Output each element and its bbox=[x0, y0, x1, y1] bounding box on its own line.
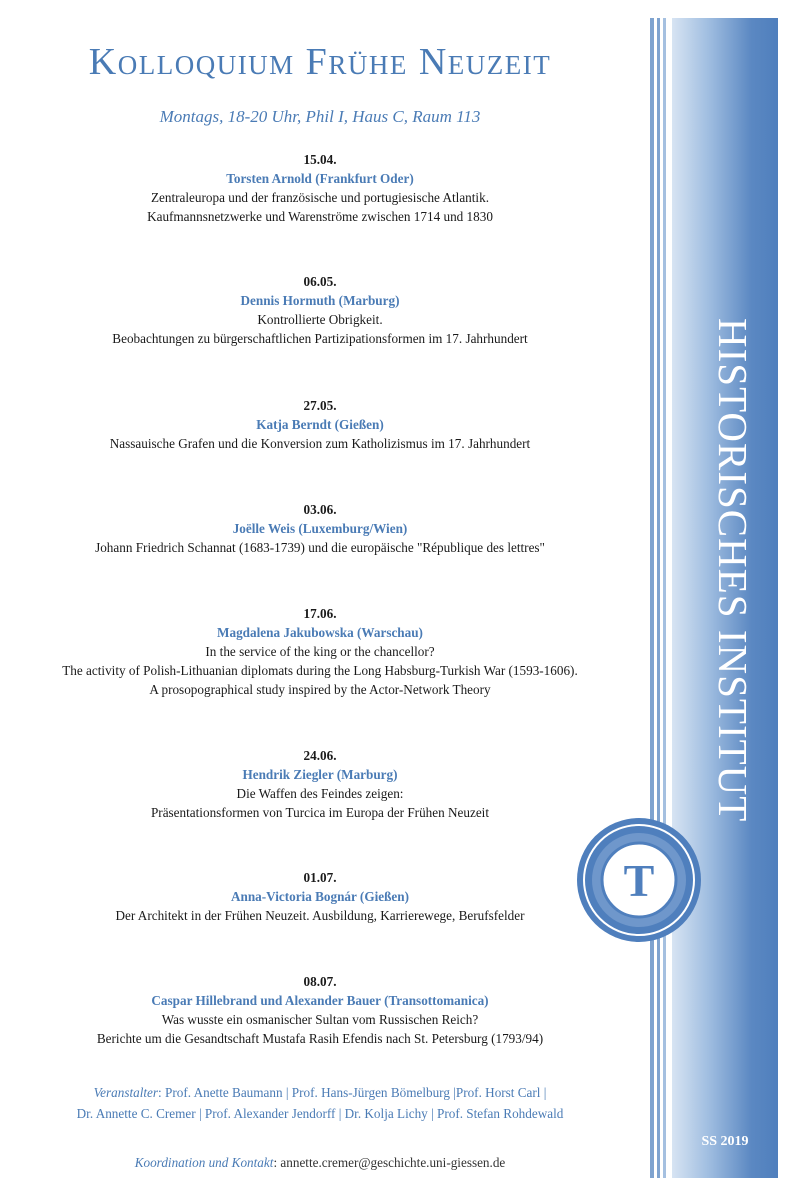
talk-speaker: Magdalena Jakubowska (Warschau) bbox=[217, 625, 423, 640]
talk-title-line: Der Architekt in der Frühen Neuzeit. Ausbildung, Karrierewege, Berufsfelder bbox=[115, 908, 525, 923]
institute-logo-icon bbox=[574, 815, 704, 945]
organizers-line bbox=[40, 1082, 600, 1103]
talk-date: 01.07. bbox=[303, 870, 337, 885]
talk-date: 24.06. bbox=[303, 748, 337, 763]
talk-date: 06.05. bbox=[303, 274, 337, 289]
contact bbox=[40, 1152, 600, 1173]
talk-speaker: Anna-Victoria Bognár (Gießen) bbox=[230, 889, 410, 904]
sidebar-stripe bbox=[657, 18, 660, 1178]
talk-entry bbox=[0, 150, 640, 226]
talk-speaker: Torsten Arnold (Frankfurt Oder) bbox=[226, 171, 414, 186]
talk-title-line: Zentraleuropa und der französische und portugiesische Atlantik. bbox=[150, 190, 489, 205]
talk-title-line: The activity of Polish-Lithuanian diplomats during the Long Habsburg-Turkish War (1593-1606). bbox=[62, 663, 578, 678]
sidebar-stripe bbox=[650, 18, 654, 1178]
talk-entry bbox=[0, 972, 640, 1048]
talk-speaker: Dennis Hormuth (Marburg) bbox=[240, 293, 400, 308]
talk-entry bbox=[0, 868, 640, 925]
talk-entry bbox=[0, 272, 640, 348]
talk-date: 27.05. bbox=[303, 398, 337, 413]
talk-title-line: Nassauische Grafen und die Konversion zum Katholizismus im 17. Jahrhundert bbox=[109, 436, 531, 451]
sidebar-stripe bbox=[663, 18, 666, 1178]
talk-title-line: A prosopographical study inspired by the Actor-Network Theory bbox=[149, 682, 491, 697]
contact-email: : annette.cremer@geschichte.uni-giessen.de bbox=[273, 1155, 506, 1170]
talk-speaker: Caspar Hillebrand und Alexander Bauer (Transottomanica) bbox=[151, 993, 489, 1008]
talk-entry bbox=[0, 396, 640, 453]
talk-entry bbox=[0, 604, 640, 699]
talk-entry bbox=[0, 500, 640, 557]
talk-title-line: Beobachtungen zu bürgerschaftlichen Partizipationsformen im 17. Jahrhundert bbox=[112, 331, 528, 346]
organizers-label: Veranstalter bbox=[93, 1085, 159, 1100]
talk-date: 15.04. bbox=[303, 152, 337, 167]
semester-label: SS 2019 bbox=[701, 1134, 749, 1149]
page-title: Kolloquium Frühe Neuzeit bbox=[88, 41, 552, 83]
talk-title-line: Kontrollierte Obrigkeit. bbox=[257, 312, 383, 327]
talk-title-line: Kaufmannsnetzwerke und Warenströme zwischen 1714 und 1830 bbox=[147, 209, 493, 224]
talk-speaker: Joëlle Weis (Luxemburg/Wien) bbox=[232, 521, 408, 536]
talk-date: 03.06. bbox=[303, 502, 337, 517]
talk-speaker: Katja Berndt (Gießen) bbox=[256, 417, 384, 432]
talk-title-line: Was wusste ein osmanischer Sultan vom Russischen Reich? bbox=[161, 1012, 479, 1027]
organizers-list: : Prof. Anette Baumann | Prof. Hans-Jürgen Bömelburg |Prof. Horst Carl | bbox=[158, 1085, 547, 1100]
organizers-line: Dr. Annette C. Cremer | Prof. Alexander Jendorff | Dr. Kolja Lichy | Prof. Stefan Rohdewald bbox=[76, 1106, 564, 1121]
organizers bbox=[40, 1082, 600, 1124]
institute-name: HISTORISCHES INSTITUT bbox=[710, 317, 756, 823]
talk-speaker: Hendrik Ziegler (Marburg) bbox=[242, 767, 398, 782]
talk-title-line: Die Waffen des Feindes zeigen: bbox=[236, 786, 404, 801]
contact-label: Koordination und Kontakt bbox=[134, 1155, 274, 1170]
talk-title-line: Präsentationsformen von Turcica im Europa der Frühen Neuzeit bbox=[150, 805, 490, 820]
talk-title-line: In the service of the king or the chancellor? bbox=[205, 644, 435, 659]
talk-date: 08.07. bbox=[303, 974, 337, 989]
talk-date: 17.06. bbox=[303, 606, 337, 621]
schedule-info: Montags, 18-20 Uhr, Phil I, Haus C, Raum 113 bbox=[159, 107, 481, 126]
logo-letter: T bbox=[623, 855, 655, 906]
talk-title-line: Johann Friedrich Schannat (1683-1739) und die europäische "République des lettres" bbox=[95, 540, 545, 555]
talk-entry bbox=[0, 746, 640, 822]
talk-title-line: Berichte um die Gesandtschaft Mustafa Rasih Efendis nach St. Petersburg (1793/94) bbox=[96, 1031, 544, 1046]
